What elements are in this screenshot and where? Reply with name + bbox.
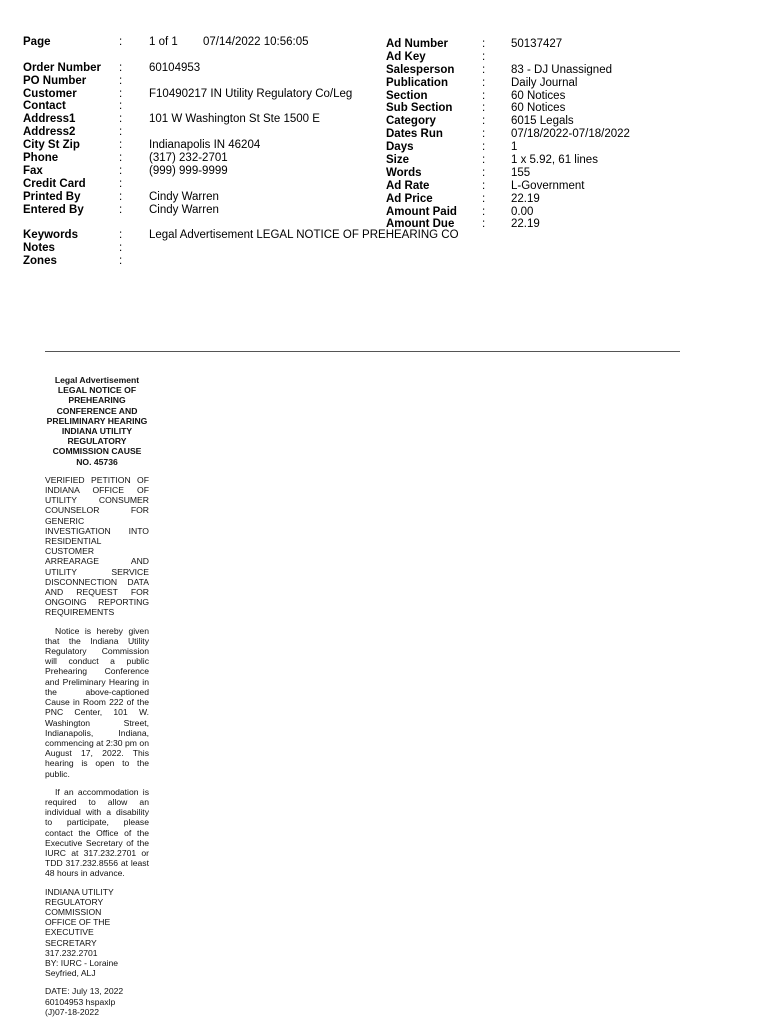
colon: : — [119, 255, 123, 268]
field-label: Salesperson — [386, 63, 455, 76]
field-row — [386, 102, 630, 115]
field-value: Cindy Warren — [149, 203, 219, 216]
colon: : — [482, 154, 486, 167]
colon: : — [482, 141, 486, 154]
field-label: Days — [386, 141, 414, 154]
field-value: 60104953 — [149, 61, 201, 74]
ad-footer-line: DATE: July 13, 2022 — [45, 986, 124, 997]
colon: : — [119, 152, 123, 165]
colon: : — [482, 102, 486, 115]
ad-signature-line: Seyfried, ALJ — [45, 968, 96, 979]
field-label: Address1 — [23, 113, 76, 126]
field-value: 22.19 — [511, 218, 540, 231]
page-label: Page — [23, 36, 51, 48]
field-row — [386, 206, 630, 219]
colon: : — [119, 100, 123, 113]
field-row — [386, 64, 630, 77]
field-value: 155 — [511, 166, 531, 179]
field-value: 101 W Washington St Ste 1500 E — [149, 113, 320, 126]
ad-paragraph-accommodation: If an accommodation is required to allow an individual with a disability to participate, please contact the Office of the Executive Secretary of the IURC at 317.232.2701 or TDD 317.232.8556 at least 48 hours in advance. — [45, 786, 149, 879]
field-label: Address2 — [23, 126, 76, 139]
field-value: 22.19 — [511, 192, 540, 205]
page-number: 1 of 1 — [149, 36, 178, 48]
ad-footer — [45, 986, 149, 1017]
ad-footer-line: 60104953 hspaxlp — [45, 996, 116, 1007]
field-value: Daily Journal — [511, 76, 578, 89]
field-value: L-Government — [511, 179, 585, 192]
ad-signature-line: COMMISSION — [45, 906, 102, 917]
field-value: 60 Notices — [511, 89, 566, 102]
field-label: Size — [386, 154, 410, 167]
field-value: Legal Advertisement LEGAL NOTICE OF PREHEARING CO — [149, 229, 459, 242]
colon: : — [482, 89, 486, 102]
colon: : — [482, 115, 486, 128]
colon: : — [119, 74, 123, 87]
field-row — [23, 255, 459, 268]
colon: : — [119, 203, 123, 216]
field-value: 50137427 — [511, 38, 563, 50]
field-row — [386, 128, 630, 141]
ad-signature-line: EXECUTIVE — [45, 927, 94, 938]
section-divider — [45, 351, 680, 352]
ad-signature-line: REGULATORY — [45, 896, 104, 907]
colon: : — [482, 76, 486, 89]
field-label: Ad Price — [386, 192, 433, 205]
ad-signature-line: 317.232.2701 — [45, 947, 98, 958]
colon: : — [119, 242, 123, 255]
field-label: Customer — [23, 87, 77, 100]
field-label: Credit Card — [23, 177, 86, 190]
field-label: Category — [386, 115, 436, 128]
field-row — [386, 218, 630, 231]
field-row — [386, 141, 630, 154]
field-value: (999) 999-9999 — [149, 164, 228, 177]
colon: : — [119, 87, 123, 100]
ad-heading-line: Legal Advertisement — [54, 375, 140, 385]
field-label: Zones — [23, 255, 57, 268]
field-value: 1 — [511, 141, 518, 154]
colon: : — [482, 63, 486, 76]
field-value: (317) 232-2701 — [149, 152, 228, 165]
field-label: Phone — [23, 152, 59, 165]
field-label: Dates Run — [386, 128, 443, 141]
field-label: Words — [386, 166, 422, 179]
colon: : — [482, 192, 486, 205]
ad-heading-line: PRELIMINARY HEARING — [46, 415, 148, 426]
ad-signature-line: INDIANA UTILITY — [45, 886, 114, 897]
field-label: Sub Section — [386, 102, 453, 115]
ad-heading-line: PREHEARING — [68, 395, 126, 406]
field-label: Amount Due — [386, 218, 455, 231]
colon: : — [482, 218, 486, 231]
ad-paragraph-notice: Notice is hereby given that the Indiana Utility Regulatory Commission will conduct a public Prehearing Conference and Preliminary Hearing in the above-captioned Cause in Room 222 of the PNC Center, 101 W. Washington Street, Indianapolis, Indiana, commencing at 2:30 pm on August 17, 2022. This hearing is open to the public. — [45, 625, 149, 779]
colon: : — [482, 166, 486, 179]
ad-signature-line: SECRETARY — [45, 937, 97, 948]
colon: : — [482, 128, 486, 141]
field-label: Printed By — [23, 190, 81, 203]
field-label: Contact — [23, 100, 66, 113]
print-datetime: 07/14/2022 10:56:05 — [203, 36, 309, 48]
field-label: Entered By — [23, 203, 84, 216]
field-label: Amount Paid — [386, 205, 457, 218]
field-value: F10490217 IN Utility Regulatory Co/Leg — [149, 87, 353, 100]
colon: : — [119, 113, 123, 126]
field-value: 1 x 5.92, 61 lines — [511, 154, 598, 167]
field-row — [386, 154, 630, 167]
colon: : — [482, 179, 486, 192]
colon: : — [119, 190, 123, 203]
field-label: Fax — [23, 164, 43, 177]
field-label: Ad Number — [386, 38, 448, 50]
field-value: 0.00 — [511, 205, 534, 218]
ad-heading-line: CONFERENCE AND — [56, 405, 138, 416]
colon: : — [482, 38, 486, 50]
legal-advertisement — [45, 375, 149, 1025]
field-value: 60 Notices — [511, 102, 566, 115]
colon: : — [119, 126, 123, 139]
field-label: Ad Key — [386, 50, 426, 63]
field-label: Keywords — [23, 229, 78, 242]
ad-heading-line: COMMISSION CAUSE — [52, 446, 142, 457]
ad-signature — [45, 887, 149, 979]
ad-signature-line: OFFICE OF THE — [45, 917, 111, 928]
field-value: 6015 Legals — [511, 115, 574, 128]
ad-details-table — [386, 38, 630, 231]
colon: : — [119, 139, 123, 152]
ad-heading-line: REGULATORY — [67, 436, 127, 447]
page-value — [149, 36, 309, 49]
field-row — [386, 51, 630, 64]
ad-heading-line: LEGAL NOTICE OF — [57, 385, 137, 396]
field-label: Notes — [23, 242, 55, 255]
colon: : — [119, 229, 123, 242]
field-row — [386, 193, 630, 206]
field-row — [386, 167, 630, 180]
field-value: 07/18/2022-07/18/2022 — [511, 128, 630, 141]
field-value: 83 - DJ Unassigned — [511, 63, 612, 76]
ad-title: VERIFIED PETITION OF INDIANA OFFICE OF UTILITY CONSUMER COUNSELOR FOR GENERIC INVESTIGATION INTO RESIDENTIAL CUSTOMER ARREARAGE AND UTILITY SERVICE DISCONNECTION DATA AND REQUEST FOR ONGOING REPORTING REQUIREMENTS — [45, 474, 149, 618]
colon: : — [119, 164, 123, 177]
field-row — [386, 115, 630, 128]
ad-heading-line: NO. 45736 — [76, 456, 118, 467]
colon: : — [482, 50, 486, 63]
field-label: Ad Rate — [386, 179, 430, 192]
field-label: PO Number — [23, 74, 87, 87]
field-row — [386, 77, 630, 90]
colon: : — [482, 205, 486, 218]
colon: : — [119, 36, 123, 48]
field-row — [386, 38, 630, 51]
field-label: Order Number — [23, 61, 101, 74]
field-value: Indianapolis IN 46204 — [149, 139, 261, 152]
field-row — [386, 90, 630, 103]
field-label: City St Zip — [23, 139, 80, 152]
field-label: Section — [386, 89, 428, 102]
field-label: Publication — [386, 76, 448, 89]
ad-heading-line: INDIANA UTILITY — [61, 426, 133, 437]
colon: : — [119, 61, 123, 74]
ad-footer-line: (J)07-18-2022 — [45, 1006, 99, 1017]
field-value: Cindy Warren — [149, 190, 219, 203]
field-row — [386, 180, 630, 193]
ad-signature-line: BY: IURC - Loraine — [45, 957, 119, 968]
field-row — [23, 242, 459, 255]
ad-heading — [45, 375, 149, 467]
colon: : — [119, 177, 123, 190]
